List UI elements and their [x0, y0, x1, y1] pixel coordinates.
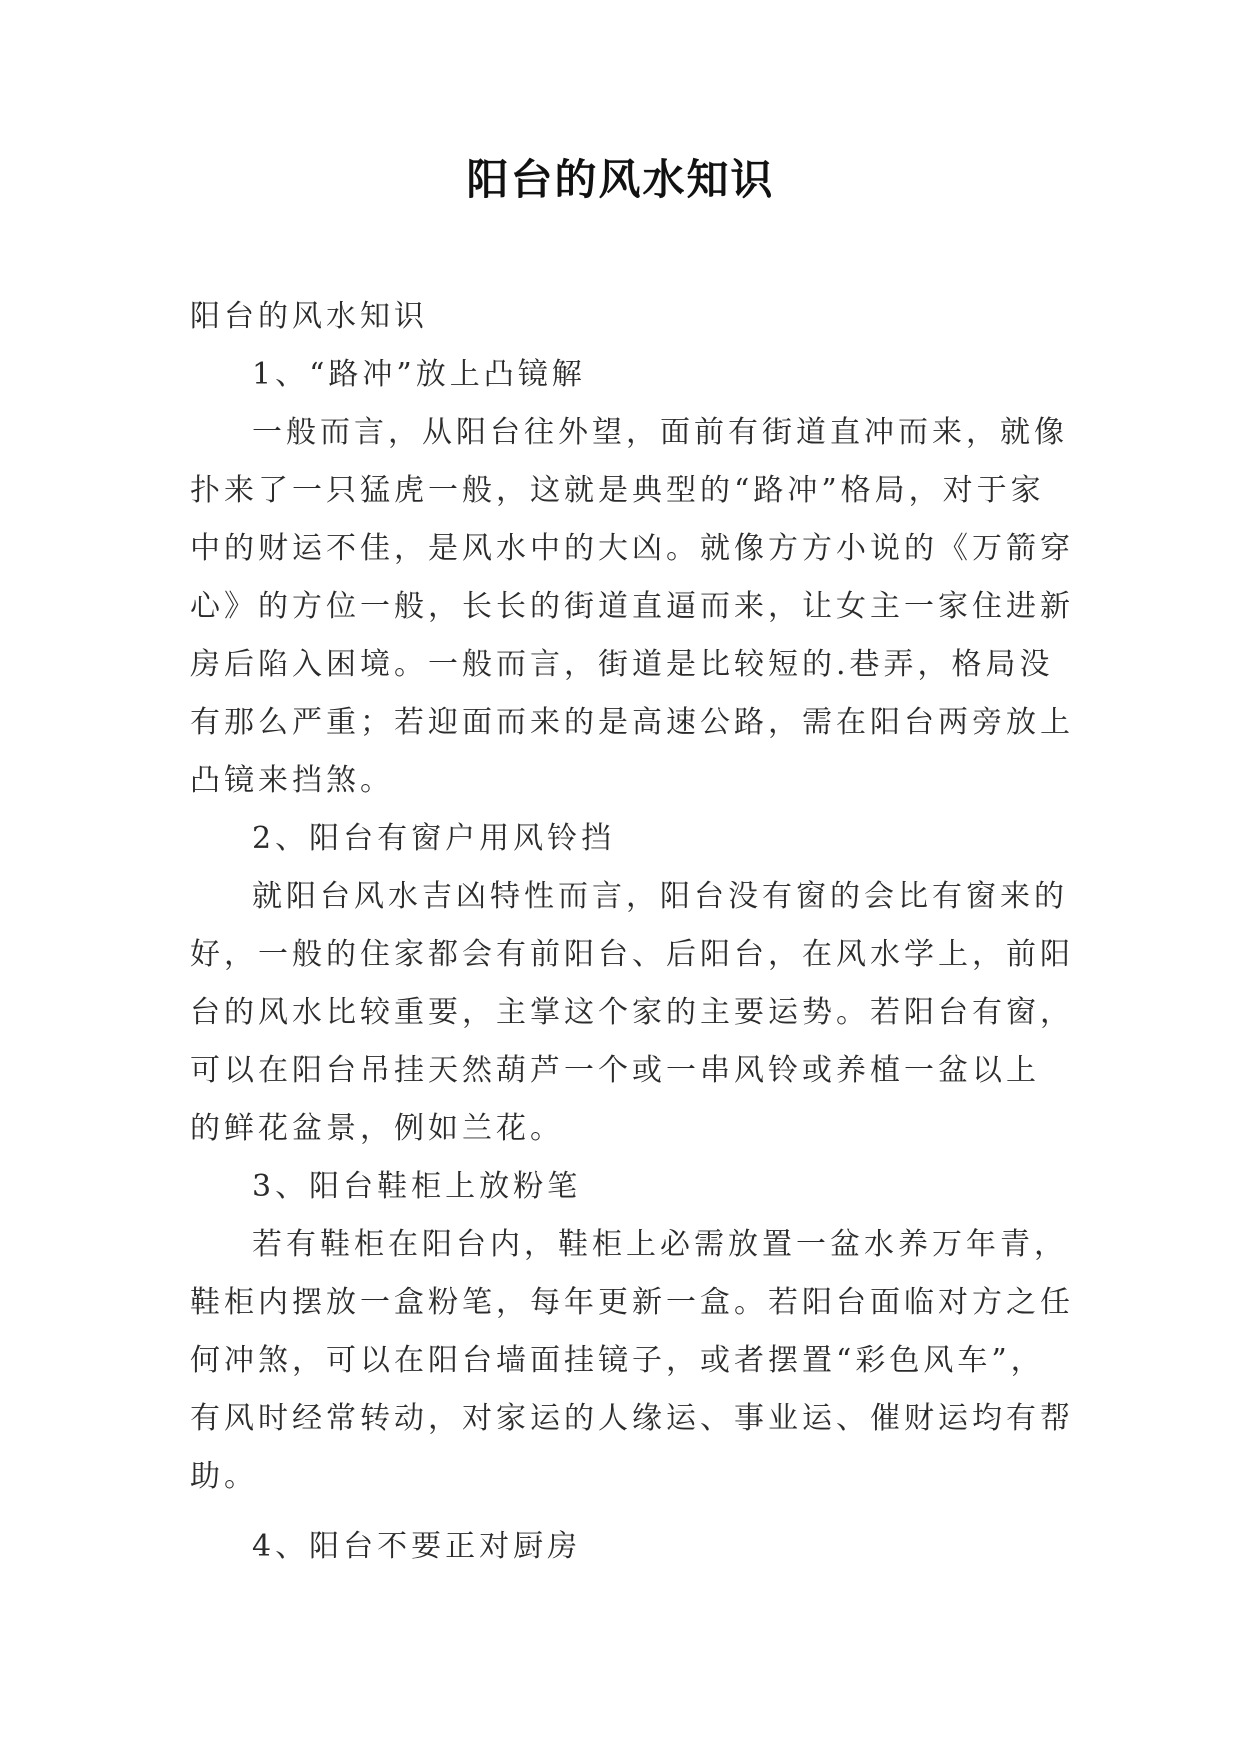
body-line: 一般而言，从阳台往外望，面前有街道直冲而来，就像	[252, 415, 1068, 450]
body-line: 鞋柜内摆放一盒粉笔，每年更新一盒。若阳台面临对方之任	[190, 1285, 1074, 1320]
section-heading: 4、阳台不要正对厨房	[252, 1529, 582, 1564]
section-heading: 2、阳台有窗户用风铃挡	[252, 821, 616, 856]
body-line: 助。	[190, 1459, 258, 1494]
body-line: 凸镜来挡煞。	[190, 763, 394, 798]
section-heading: 1、“路冲”放上凸镜解	[252, 357, 586, 392]
body-line: 中的财运不佳，是风水中的大凶。就像方方小说的《万箭穿	[190, 531, 1074, 566]
body-line: 就阳台风水吉凶特性而言，阳台没有窗的会比有窗来的	[252, 879, 1068, 914]
body-line: 阳台的风水知识	[190, 299, 428, 334]
body-line: 心》的方位一般，长长的街道直逼而来，让女主一家住进新	[190, 589, 1074, 624]
body-line: 可以在阳台吊挂天然葫芦一个或一串风铃或养植一盆以上	[190, 1053, 1040, 1088]
body-line: 好，一般的住家都会有前阳台、后阳台，在风水学上，前阳	[190, 937, 1074, 972]
body-line: 的鲜花盆景，例如兰花。	[190, 1111, 564, 1146]
body-line: 台的风水比较重要，主掌这个家的主要运势。若阳台有窗，	[190, 995, 1074, 1030]
body-line: 有那么严重；若迎面而来的是高速公路，需在阳台两旁放上	[190, 705, 1074, 740]
body-line: 扑来了一只猛虎一般，这就是典型的“路冲”格局，对于家	[190, 473, 1045, 508]
document-body	[190, 288, 1074, 1576]
body-line: 何冲煞，可以在阳台墙面挂镜子，或者摆置“彩色风车”，	[190, 1343, 1045, 1378]
body-line: 若有鞋柜在阳台内，鞋柜上必需放置一盆水养万年青，	[252, 1227, 1068, 1262]
body-line: 有风时经常转动，对家运的人缘运、事业运、催财运均有帮	[190, 1401, 1074, 1436]
body-line: 房后陷入困境。一般而言，街道是比较短的.巷弄，格局没	[190, 647, 1054, 682]
page-title: 阳台的风水知识	[466, 155, 775, 204]
section-heading: 3、阳台鞋柜上放粉笔	[252, 1169, 582, 1204]
